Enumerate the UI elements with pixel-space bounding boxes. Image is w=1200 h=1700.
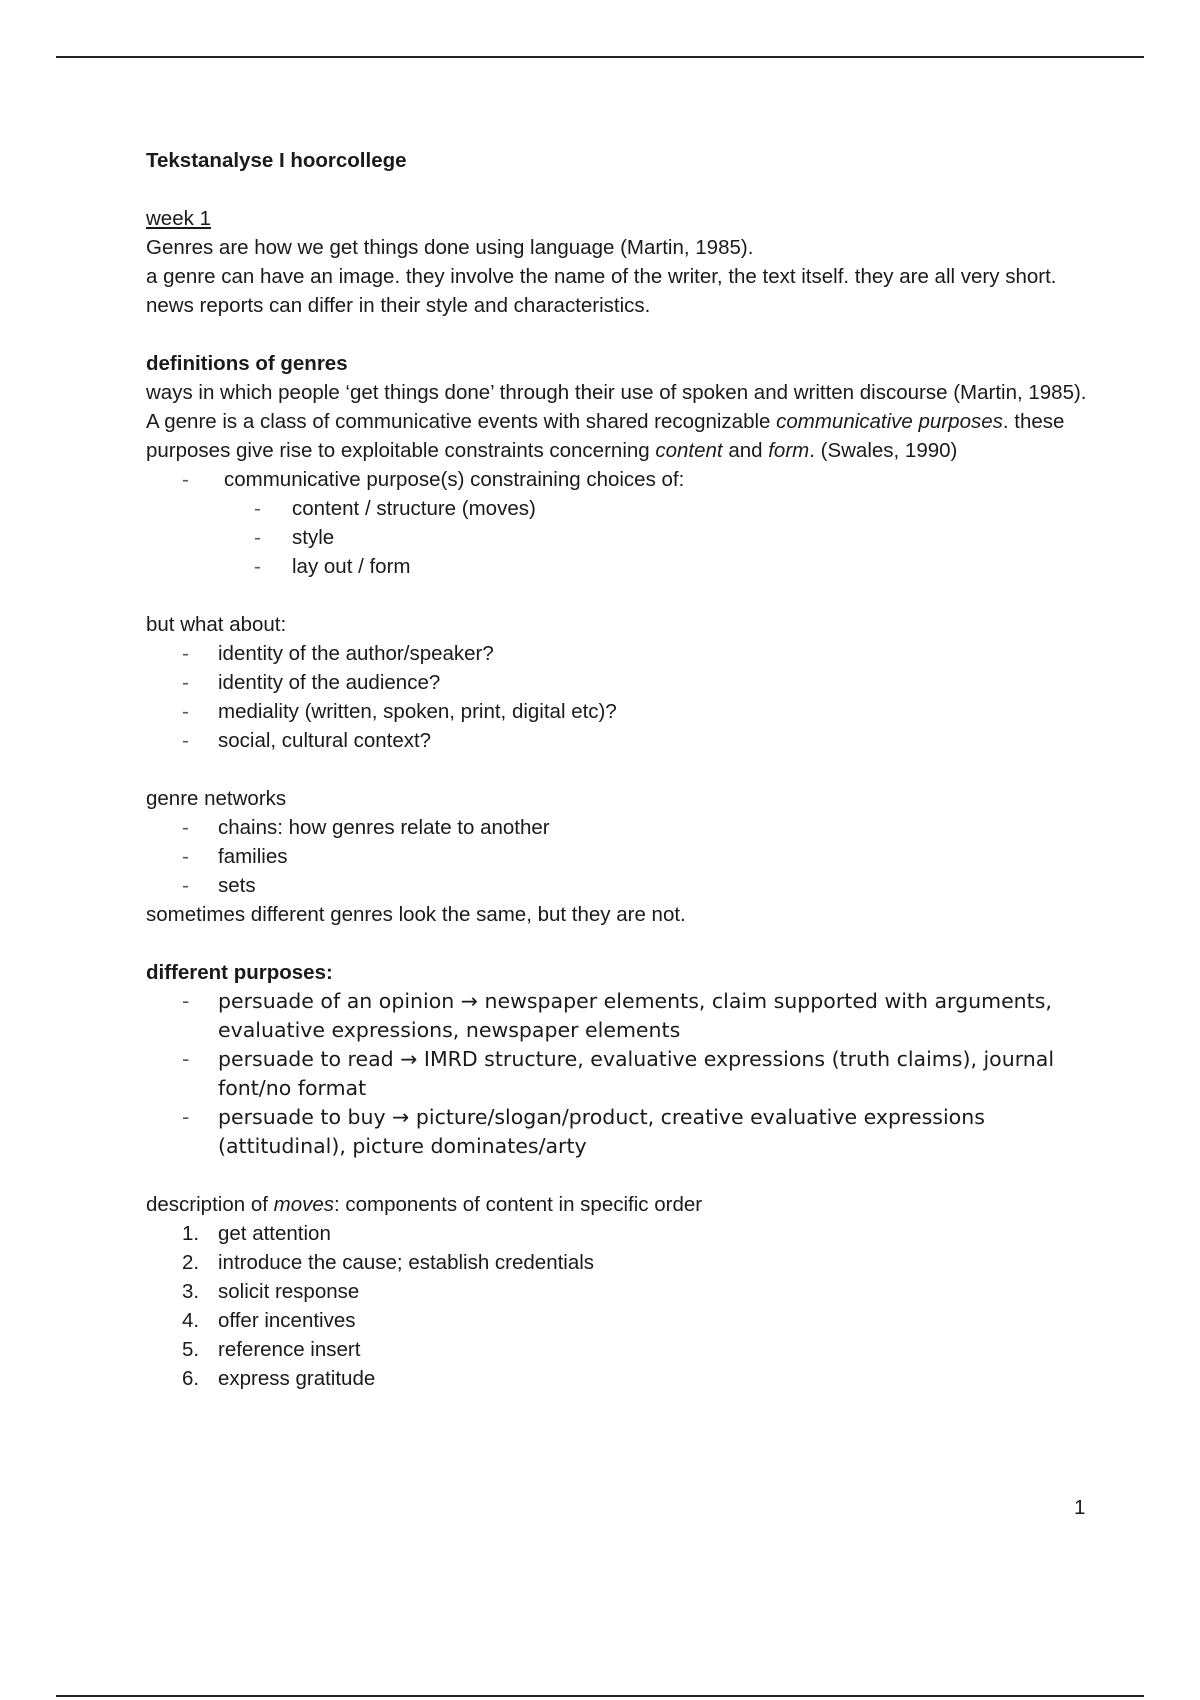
list-item: - persuade to read → IMRD structure, evaluative expressions (truth claims), journal font/no format — [182, 1047, 1055, 1100]
list-item: - mediality (written, spoken, print, digital etc)? — [182, 700, 617, 723]
footer-rule — [56, 1695, 1144, 1697]
list-item: - style — [254, 526, 335, 549]
list-item: 6. express gratitude — [182, 1367, 376, 1390]
definitions-sub-list — [146, 494, 1106, 581]
definitions-paragraph-2: A genre is a class of communicative events with shared recognizable communicative purposes. these purposes give rise to exploitable constraints concerning content and form. (Swales, 1990) — [146, 410, 1065, 462]
intro-line-2: a genre can have an image. they involve the name of the writer, the text itself. they are all very short. news reports can differ in their style and characteristics. — [146, 265, 1057, 317]
moves-intro: description of moves: components of content in specific order — [146, 1193, 703, 1216]
page-number: 1 — [1074, 1496, 1086, 1519]
purposes-list — [146, 987, 1106, 1161]
document-body — [146, 146, 1106, 1393]
genre-networks-note: sometimes different genres look the same, but they are not. — [146, 903, 686, 926]
what-about-intro: but what about: — [146, 613, 287, 636]
header-rule — [56, 56, 1144, 58]
list-item: 2. introduce the cause; establish credentials — [182, 1251, 595, 1274]
list-item: - persuade to buy → picture/slogan/product, creative evaluative expressions (attitudinal), picture dominates/arty — [182, 1105, 985, 1158]
list-item: 3. solicit response — [182, 1280, 360, 1303]
list-item: - families — [182, 845, 288, 868]
list-item: - content / structure (moves) — [254, 497, 536, 520]
genre-networks-intro: genre networks — [146, 787, 287, 810]
list-item: - social, cultural context? — [182, 729, 432, 752]
intro-line-1: Genres are how we get things done using language (Martin, 1985). — [146, 236, 754, 259]
list-item: - sets — [182, 874, 256, 897]
list-item: - communicative purpose(s) constraining choices of: — [182, 468, 685, 491]
list-item: - identity of the audience? — [182, 671, 441, 694]
document-title: Tekstanalyse I hoorcollege — [146, 149, 407, 172]
list-item: 5. reference insert — [182, 1338, 361, 1361]
genre-networks-list — [146, 813, 1106, 900]
list-item: 4. offer incentives — [182, 1309, 356, 1332]
definitions-bullet-list — [146, 465, 1106, 494]
definitions-paragraph-1: ways in which people ‘get things done’ through their use of spoken and written discourse (Martin, 1985). — [146, 381, 1087, 404]
what-about-list — [146, 639, 1106, 755]
list-item: - persuade of an opinion → newspaper elements, claim supported with arguments, evaluative expressions, newspaper elements — [182, 989, 1052, 1042]
list-item: - identity of the author/speaker? — [182, 642, 494, 665]
list-item: 1. get attention — [182, 1222, 331, 1245]
list-item: - chains: how genres relate to another — [182, 816, 550, 839]
list-item: - lay out / form — [254, 555, 411, 578]
moves-list — [146, 1219, 1106, 1393]
purposes-heading: different purposes: — [146, 961, 333, 984]
week-heading: week 1 — [146, 207, 211, 230]
definitions-heading: definitions of genres — [146, 352, 348, 375]
